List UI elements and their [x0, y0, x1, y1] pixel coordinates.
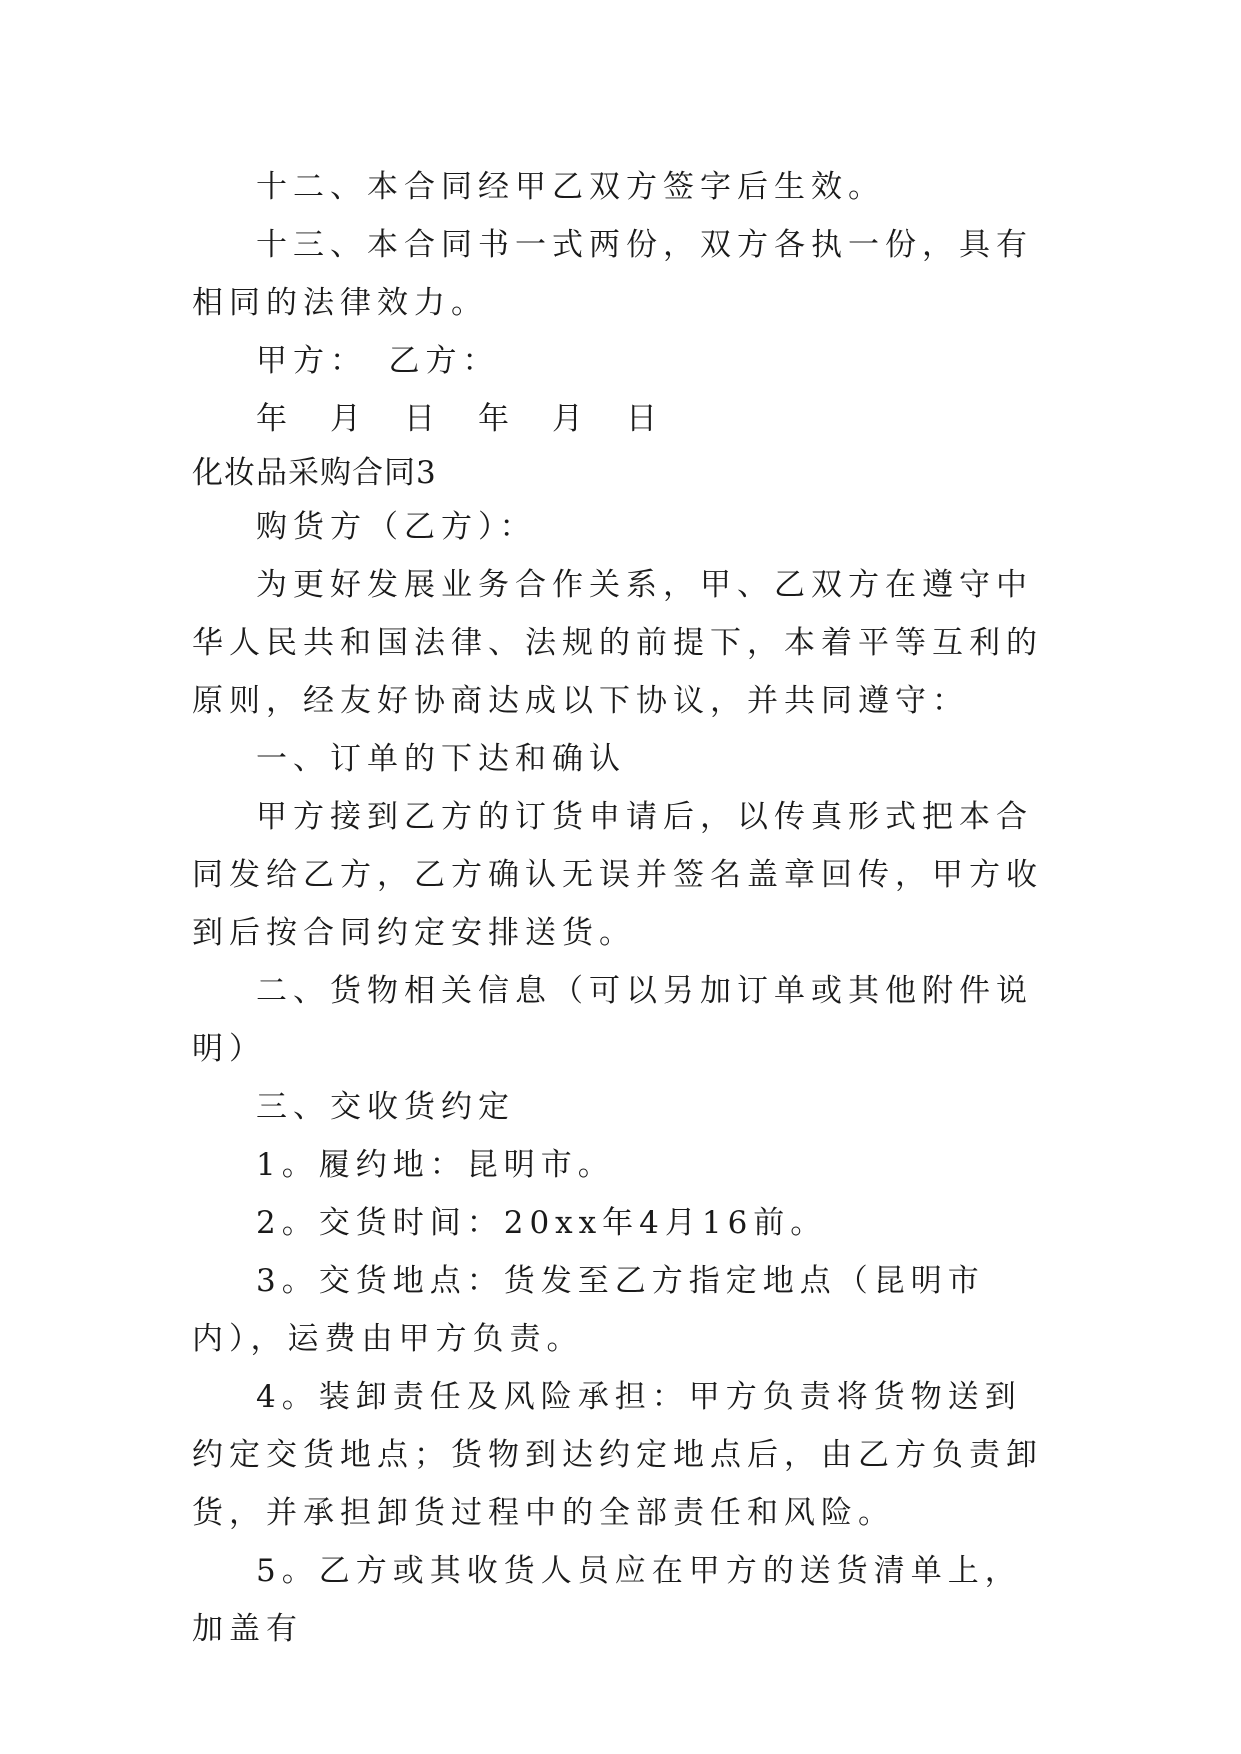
section-3-item-1: 1。履约地：昆明市。 [256, 1147, 615, 1183]
section-3-item-2: 2。交货时间：20xx年4月16前。 [256, 1205, 828, 1241]
intro-paragraph: 为更好发展业务合作关系，甲、乙双方在遵守中华人民共和国法律、法规的前提下，本着平等互利的原则，经友好协商达成以下协议，并共同遵守： [192, 567, 1043, 719]
contract-title: 化妆品采购合同3 [192, 455, 437, 491]
section-1-body: 甲方接到乙方的订货申请后，以传真形式把本合同发给乙方，乙方确认无误并签名盖章回传，甲方收到后按合同约定安排送货。 [192, 799, 1043, 951]
signature-dates: 年 月 日 年 月 日 [256, 401, 663, 437]
section-2-title: 二、货物相关信息（可以另加订单或其他附件说明） [192, 973, 1033, 1067]
clause-13: 十三、本合同书一式两份，双方各执一份，具有相同的法律效力。 [192, 227, 1033, 321]
clause-12: 十二、本合同经甲乙双方签字后生效。 [256, 169, 885, 205]
section-3-title: 三、交收货约定 [256, 1089, 515, 1125]
section-3-item-5: 5。乙方或其收货人员应在甲方的送货清单上，加盖有 [192, 1553, 1022, 1647]
section-1-title: 一、订单的下达和确认 [256, 741, 626, 777]
signature-parties: 甲方： 乙方： [256, 343, 500, 379]
buyer-label: 购货方（乙方）： [256, 509, 537, 545]
section-3-item-3: 3。交货地点：货发至乙方指定地点（昆明市内），运费由甲方负责。 [192, 1263, 985, 1357]
contract-text [192, 158, 1047, 1658]
section-3-item-4: 4。装卸责任及风险承担：甲方负责将货物送到约定交货地点；货物到达约定地点后，由乙方负责卸货，并承担卸货过程中的全部责任和风险。 [192, 1379, 1043, 1531]
